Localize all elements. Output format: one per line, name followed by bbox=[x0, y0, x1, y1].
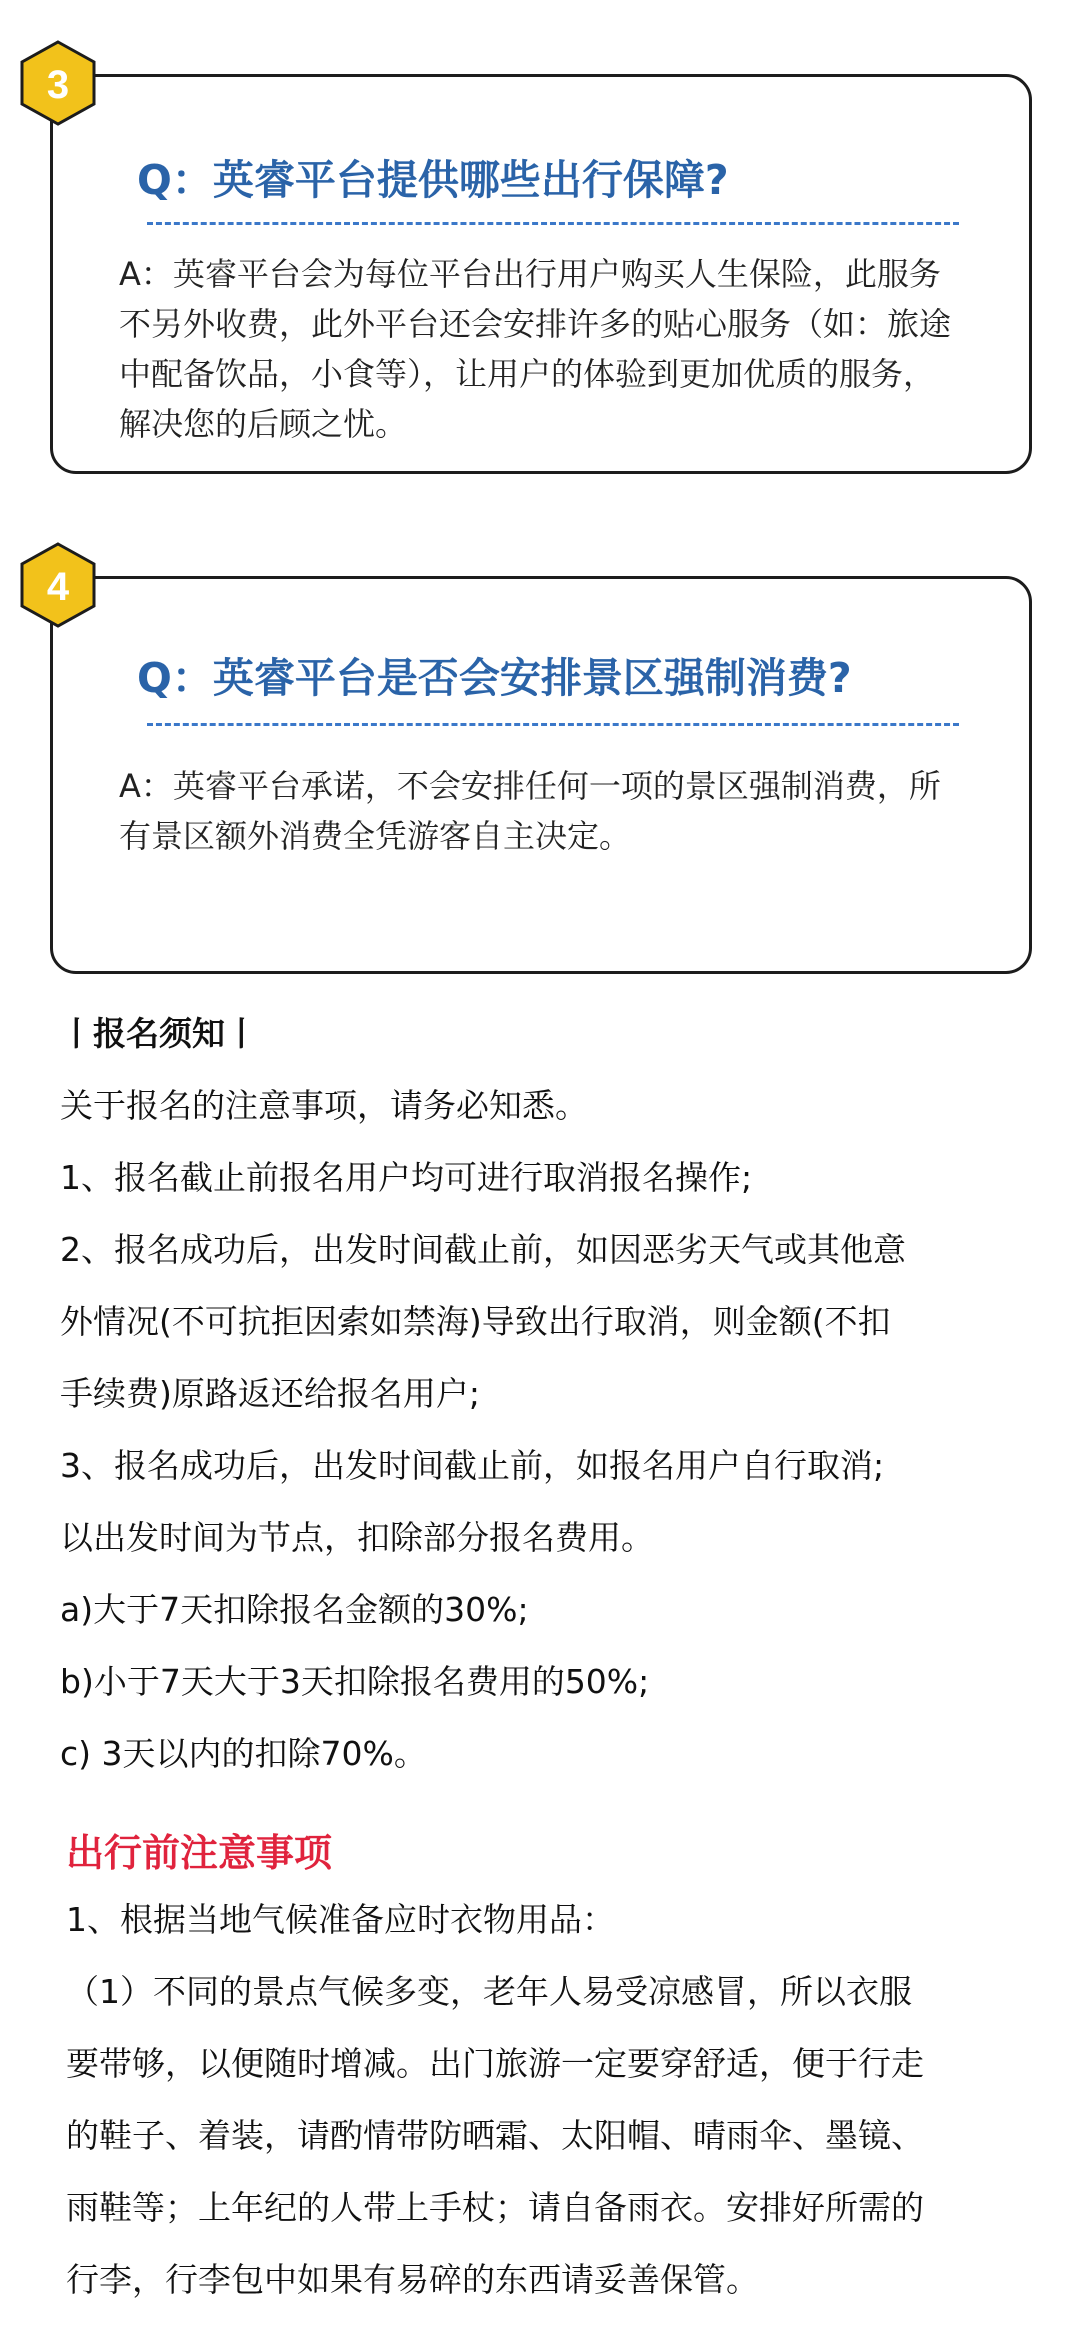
text-line: 关于报名的注意事项，请务必知悉。 bbox=[60, 1086, 588, 1125]
text-line: 手续费)原路返还给报名用户; bbox=[60, 1374, 480, 1413]
badge-number: 4 bbox=[46, 565, 70, 609]
text-line: b)小于7天大于3天扣除报名费用的50%; bbox=[60, 1662, 650, 1701]
text-line: 的鞋子、着装，请酌情带防晒霜、太阳帽、晴雨伞、墨镜、 bbox=[66, 2116, 924, 2155]
section-title: 丨报名须知丨 bbox=[60, 1014, 258, 1053]
text-line: 1、根据当地气候准备应时衣物用品： bbox=[66, 1900, 615, 1939]
registration-section bbox=[60, 998, 1040, 1790]
text-line: （1）不同的景点气候多变，老年人易受凉感冒，所以衣服 bbox=[66, 1972, 912, 2011]
number-badge-4 bbox=[20, 542, 96, 628]
text-line: 1、报名截止前报名用户均可进行取消报名操作; bbox=[60, 1158, 753, 1197]
number-badge-3 bbox=[20, 40, 96, 126]
faq-question: Q：英睿平台提供哪些出行保障? bbox=[137, 156, 729, 204]
faq-answer: A：英睿平台会为每位平台出行用户购买人生保险，此服务 不另外收费，此外平台还会安排许多的贴心服务（如：旅途 中配备饮品，小食等），让用户的体验到更加优质的服务， 解决您的后顾之忧。 bbox=[119, 255, 952, 443]
faq-answer: A：英睿平台承诺，不会安排任何一项的景区强制消费，所 有景区额外消费全凭游客自主决定。 bbox=[119, 767, 941, 855]
text-line: 2、报名成功后，出发时间截止前，如因恶劣天气或其他意 bbox=[60, 1230, 906, 1269]
travel-notes-section bbox=[66, 1884, 1040, 2316]
faq-card-4 bbox=[50, 576, 1032, 974]
dashed-divider bbox=[147, 222, 959, 225]
travel-notes-title: 出行前注意事项 bbox=[66, 1831, 333, 1875]
text-line: 要带够，以便随时增减。出门旅游一定要穿舒适，便于行走 bbox=[66, 2044, 924, 2083]
text-line: a)大于7天扣除报名金额的30%; bbox=[60, 1590, 529, 1629]
text-line: 外情况(不可抗拒因索如禁海)导致出行取消，则金额(不扣 bbox=[60, 1302, 891, 1341]
faq-question: Q：英睿平台是否会安排景区强制消费? bbox=[137, 654, 852, 702]
text-line: 3、报名成功后，出发时间截止前，如报名用户自行取消; bbox=[60, 1446, 885, 1485]
text-line: 以出发时间为节点，扣除部分报名费用。 bbox=[60, 1518, 654, 1557]
text-line: 行李，行李包中如果有易碎的东西请妥善保管。 bbox=[66, 2260, 759, 2299]
faq-card-3 bbox=[50, 74, 1032, 474]
dashed-divider bbox=[147, 723, 959, 726]
text-line: 雨鞋等；上年纪的人带上手杖；请自备雨衣。安排好所需的 bbox=[66, 2188, 924, 2227]
text-line: c) 3天以内的扣除70%。 bbox=[60, 1734, 427, 1773]
badge-number: 3 bbox=[46, 63, 70, 107]
